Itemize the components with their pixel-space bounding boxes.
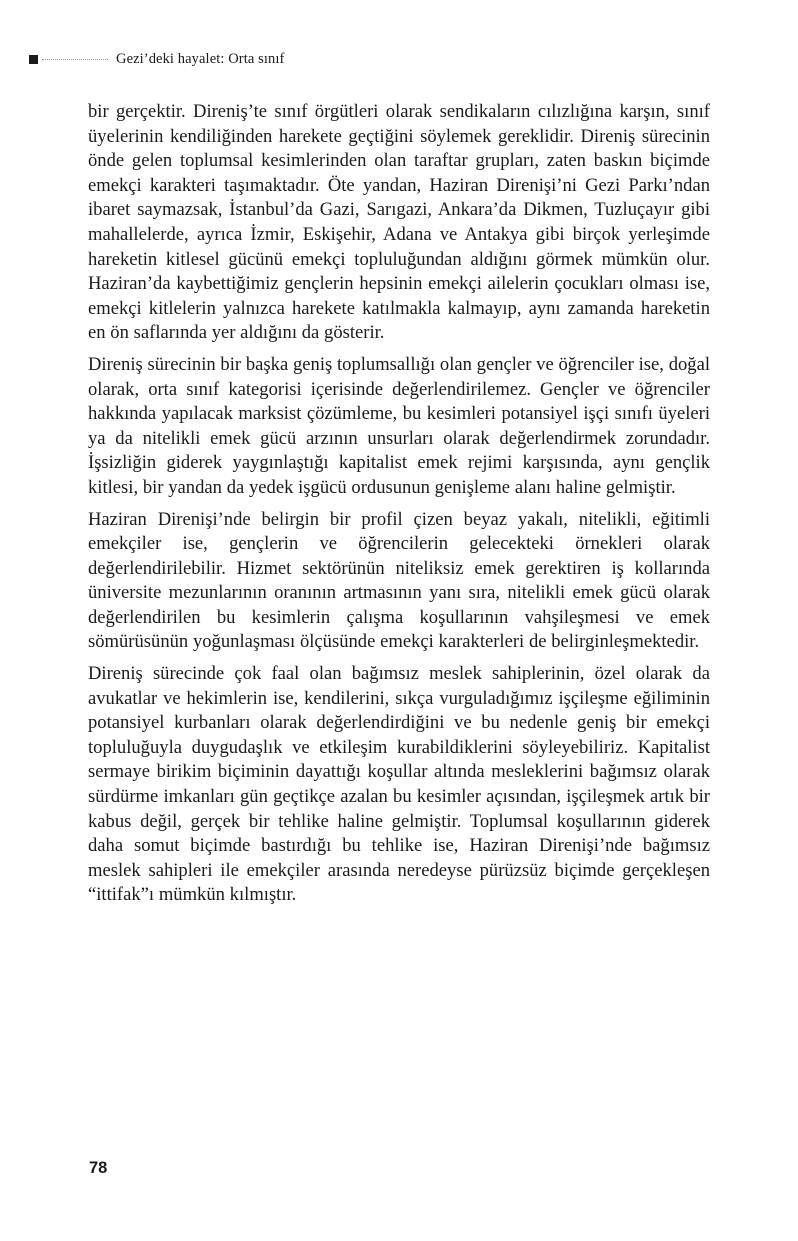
paragraph: Haziran Direnişi’nde belirgin bir profil çizen beyaz yakalı, nitelikli, eğitimli emekçiler ise, gençlerin ve öğrencilerin gelecekteki örnekleri olarak değerlendirilebilir. Hizmet sektörünün niteliksiz emek gerektiren iş kollarında üniversite mezunlarının oranının artmasının yanı sıra, nitelikli emek gücü olarak değerlendirilen bu kesimlerin çalışma koşullarının vahşileşmesi ve emek sömürüsünün yoğunlaşması ölçüsünde emekçi karakterleri de belirginleşmektedir. xyxy=(88,508,710,653)
filled-square-icon xyxy=(29,55,38,64)
paragraph: bir gerçektir. Direniş’te sınıf örgütleri olarak sendikaların cılızlığına karşın, sınıf üyelerinin kendiliğinden harekete geçtiğini söylemek gereklidir. Direniş sürecinin önde gelen toplumsal kesimlerinden olan taraftar grupları, zaten baskın biçimde emekçi karakteri taşımaktadır. Öte yandan, Haziran Direnişi’ni Gezi Parkı’ndan ibaret saymazsak, İstanbul’da Gazi, Sarıgazi, Ankara’da Dikmen, Tuzluçayır gibi mahallelerde, ayrıca İzmir, Eskişehir, Adana ve Antakya gibi birçok yerleşimde hareketin kitlesel gücünü emekçi topluluğundan aldığını görmek mümkün olur. Haziran’da kaybettiğimiz gençlerin hepsinin emekçi ailelerin çocukları olması ise, emekçi kitlelerin yalnızca harekete katılmakla kalmayıp, aynı zamanda hareketin en ön saflarında yer aldığını da gösterir. xyxy=(88,101,710,344)
paragraph: Direniş sürecinin bir başka geniş toplumsallığı olan gençler ve öğrenciler ise, doğal olarak, orta sınıf kategorisi içerisinde değerlendirilemez. Gençler ve öğrenciler hakkında yapılacak marksist çözümleme, bu kesimleri potansiyel işçi sınıfı üyeleri ya da nitelikli emek gücü arzının unsurları olarak değerlendirmek zorundadır. İşsizliğin giderek yaygınlaştığı kapitalist emek rejimi karşısında, aynı gençlik kitlesi, bir yandan da yedek işgücü ordusunun genişleme alanı haline gelmiştir. xyxy=(88,353,710,498)
paragraph: Direniş sürecinde çok faal olan bağımsız meslek sahiplerinin, özel olarak da avukatlar ve hekimlerin ise, kendilerini, sıkça vurguladığımız işçileşme eğiliminin potansiyel kurbanları olarak değerlendirdiğini ve bu nedenle geniş bir emekçi topluluğuyla duygudaşlık ve etkileşim kurabildiklerini söyleyebiliriz. Kapitalist sermaye birikim biçiminin dayattığı koşullar altında mesleklerini bağımsız olarak sürdürme imkanları gün geçtikçe azalan bu kesimler açısından, işçileşmek artık bir kabus değil, gerçek bir tehlike haline gelmiştir. Toplumsal koşullarının giderek daha somut biçimde bastırdığı bu tehlike ise, Haziran Direnişi’nde bağımsız meslek sahipleri ile emekçiler arasında neredeyse pürüzsüz biçimde gerçekleşen “ittifak”ı mümkün kılmıştır. xyxy=(88,663,710,906)
running-head xyxy=(29,48,729,70)
body-text-column xyxy=(88,100,710,908)
running-head-title: Gezi’deki hayalet: Orta sınıf xyxy=(116,50,285,67)
dotted-rule-icon xyxy=(42,59,108,61)
page-number: 78 xyxy=(89,1159,108,1177)
